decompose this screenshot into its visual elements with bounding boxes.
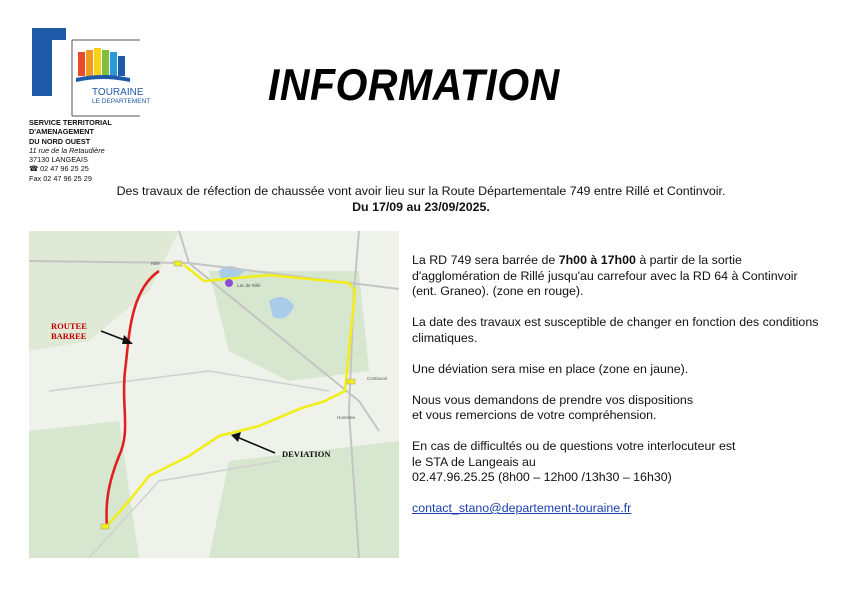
service-line-1: SERVICE TERRITORIAL bbox=[29, 118, 112, 127]
contact-email-link[interactable]: contact_stano@departement-touraine.fr bbox=[412, 501, 632, 515]
info-p5-phone: 02.47.96.25.25 (8h00 – 12h00 /13h30 – 16h30) bbox=[412, 470, 672, 484]
intro bbox=[0, 183, 842, 215]
info-p1-hours: 7h00 à 17h00 bbox=[558, 253, 636, 267]
info-paragraph-4 bbox=[412, 393, 822, 424]
logo-sub: LE DEPARTEMENT bbox=[92, 98, 151, 105]
service-fax: Fax 02 47 96 25 29 bbox=[29, 173, 92, 183]
info-p4-a: Nous vous demandons de prendre vos dispositions bbox=[412, 392, 694, 407]
map-label-closed-1: ROUTEE bbox=[51, 321, 87, 331]
map-drawing bbox=[29, 231, 399, 558]
map-label-closed-2: BARREE bbox=[51, 331, 87, 341]
service-line-3: DU NORD OUEST bbox=[29, 136, 91, 146]
info-p5-b: le STA de Langeais au bbox=[412, 454, 536, 469]
info-p4-b: et vous remercions de votre compréhension. bbox=[412, 408, 657, 422]
map-place-rille: Rillé bbox=[151, 261, 160, 266]
info-paragraph-5 bbox=[412, 439, 822, 486]
logo-brand: TOURAINE bbox=[92, 87, 144, 98]
map-place-lac: Lac de Rillé bbox=[237, 283, 261, 288]
map-label-deviation: DEVIATION bbox=[282, 449, 331, 459]
map-place-hommes: Hommes bbox=[337, 415, 356, 420]
touraine-logo bbox=[32, 28, 151, 116]
service-line-2: D'AMENAGEMENT bbox=[29, 127, 94, 137]
route-map bbox=[29, 231, 399, 558]
info-p5-a: En cas de difficultés ou de questions votre interlocuteur est bbox=[412, 439, 736, 453]
intro-dates: Du 17/09 au 23/09/2025. bbox=[352, 200, 490, 214]
service-line-4: 11 rue de la Retaudière bbox=[29, 145, 105, 155]
info-paragraph-2: La date des travaux est susceptible de changer en fonction des conditions climatiques. bbox=[412, 315, 819, 345]
service-line-5: 37130 LANGEAIS bbox=[29, 155, 88, 165]
service-phone: ☎ 02 47 96 25 25 bbox=[29, 164, 89, 174]
page-title: INFORMATION bbox=[268, 60, 560, 110]
intro-text: Des travaux de réfection de chaussée vont avoir lieu sur la Route Départementale 749 entre Rillé et Continvoir. bbox=[116, 184, 726, 198]
info-paragraph-1 bbox=[412, 253, 822, 300]
info-p1-a: La RD 749 sera barrée de bbox=[412, 253, 559, 267]
info-paragraph-6 bbox=[412, 501, 822, 517]
service-address bbox=[29, 118, 112, 183]
info-paragraph-3: Une déviation sera mise en place (zone en jaune). bbox=[412, 361, 689, 376]
info-p1-c: à partir de la sortie d'agglomération de Rillé jusqu'au carrefour avec la RD 64 à Continvoir (ent. Graneo). (zone en rouge). bbox=[412, 253, 798, 298]
map-place-continvoir: Continvoir bbox=[367, 376, 388, 381]
info-panel bbox=[412, 253, 822, 532]
